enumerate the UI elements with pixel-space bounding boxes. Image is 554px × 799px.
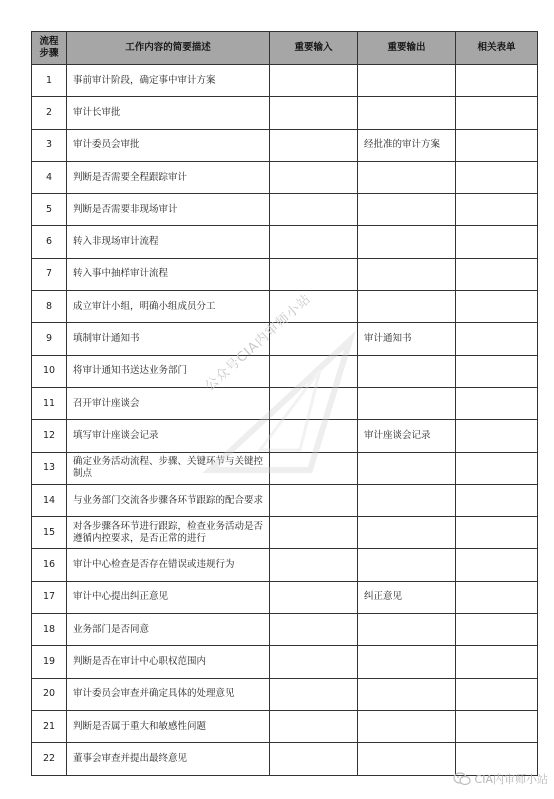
input-cell [270, 614, 358, 646]
description-cell: 判断是否需要全程跟踪审计 [67, 161, 270, 193]
input-cell [270, 226, 358, 258]
forms-cell [456, 291, 538, 323]
description-cell: 判断是否在审计中心职权范围内 [67, 646, 270, 678]
process-table [31, 31, 538, 776]
forms-cell [456, 614, 538, 646]
forms-cell [456, 387, 538, 419]
step-cell: 2 [32, 97, 67, 129]
watermark-text: 公众号CIA内审师小站 [202, 291, 315, 395]
table-row [32, 194, 538, 226]
output-cell [358, 194, 456, 226]
description-cell: 审计长审批 [67, 97, 270, 129]
output-cell [358, 226, 456, 258]
table-row [32, 646, 538, 678]
input-cell [270, 355, 358, 387]
output-cell [358, 517, 456, 549]
output-cell [358, 258, 456, 290]
table-row [32, 484, 538, 516]
output-cell [358, 387, 456, 419]
forms-cell [456, 484, 538, 516]
input-cell [270, 646, 358, 678]
table-row [32, 581, 538, 613]
description-cell: 将审计通知书送达业务部门 [67, 355, 270, 387]
table-row [32, 323, 538, 355]
header-description: 工作内容的简要描述 [67, 32, 270, 65]
input-cell [270, 517, 358, 549]
description-cell: 召开审计座谈会 [67, 387, 270, 419]
step-cell: 19 [32, 646, 67, 678]
forms-cell [456, 420, 538, 452]
step-cell: 14 [32, 484, 67, 516]
table-row [32, 291, 538, 323]
output-cell [358, 452, 456, 484]
description-cell: 事前审计阶段，确定事中审计方案 [67, 65, 270, 97]
output-cell [358, 646, 456, 678]
corner-watermark-text: CIA内审师小站 [474, 773, 548, 786]
input-cell [270, 65, 358, 97]
input-cell [270, 581, 358, 613]
step-cell: 16 [32, 549, 67, 581]
forms-cell [456, 517, 538, 549]
table-row [32, 678, 538, 710]
input-cell [270, 420, 358, 452]
forms-cell [456, 710, 538, 742]
table-row [32, 743, 538, 775]
step-cell: 7 [32, 258, 67, 290]
header-important-input: 重要输入 [270, 32, 358, 65]
table-row [32, 258, 538, 290]
output-cell: 纠正意见 [358, 581, 456, 613]
input-cell [270, 549, 358, 581]
forms-cell [456, 678, 538, 710]
input-cell [270, 323, 358, 355]
forms-cell [456, 355, 538, 387]
input-cell [270, 710, 358, 742]
input-cell [270, 291, 358, 323]
input-cell [270, 97, 358, 129]
step-cell: 12 [32, 420, 67, 452]
output-cell [358, 161, 456, 193]
output-cell [358, 614, 456, 646]
input-cell [270, 452, 358, 484]
output-cell [358, 743, 456, 775]
description-cell: 审计委员会审查并确定具体的处理意见 [67, 678, 270, 710]
description-cell: 转入非现场审计流程 [67, 226, 270, 258]
step-cell: 5 [32, 194, 67, 226]
forms-cell [456, 226, 538, 258]
output-cell [358, 484, 456, 516]
output-cell [358, 65, 456, 97]
forms-cell [456, 646, 538, 678]
description-cell: 与业务部门交流各步骤各环节跟踪的配合要求 [67, 484, 270, 516]
table-row [32, 517, 538, 549]
input-cell [270, 194, 358, 226]
forms-cell [456, 258, 538, 290]
step-cell: 15 [32, 517, 67, 549]
step-cell: 3 [32, 129, 67, 161]
description-cell: 转入事中抽样审计流程 [67, 258, 270, 290]
input-cell [270, 161, 358, 193]
table-row [32, 129, 538, 161]
forms-cell [456, 581, 538, 613]
table-row [32, 452, 538, 484]
table-row [32, 549, 538, 581]
step-cell: 6 [32, 226, 67, 258]
forms-cell [456, 97, 538, 129]
table-row [32, 161, 538, 193]
step-cell: 9 [32, 323, 67, 355]
forms-cell [456, 549, 538, 581]
table-row [32, 226, 538, 258]
description-cell: 审计委员会审批 [67, 129, 270, 161]
forms-cell [456, 129, 538, 161]
input-cell [270, 129, 358, 161]
input-cell [270, 678, 358, 710]
description-cell: 审计中心检查是否存在错误或违规行为 [67, 549, 270, 581]
table-row [32, 387, 538, 419]
input-cell [270, 258, 358, 290]
forms-cell [456, 65, 538, 97]
step-cell: 4 [32, 161, 67, 193]
forms-cell [456, 743, 538, 775]
forms-cell [456, 161, 538, 193]
description-cell: 审计中心提出纠正意见 [67, 581, 270, 613]
table-body [32, 65, 538, 776]
step-cell: 20 [32, 678, 67, 710]
step-cell: 8 [32, 291, 67, 323]
step-cell: 18 [32, 614, 67, 646]
output-cell [358, 97, 456, 129]
output-cell: 审计通知书 [358, 323, 456, 355]
description-cell: 填制审计通知书 [67, 323, 270, 355]
description-cell: 判断是否需要非现场审计 [67, 194, 270, 226]
step-cell: 22 [32, 743, 67, 775]
table-row [32, 710, 538, 742]
forms-cell [456, 323, 538, 355]
description-cell: 确定业务活动流程、步骤、关键环节与关键控制点 [67, 452, 270, 484]
step-cell: 13 [32, 452, 67, 484]
output-cell [358, 355, 456, 387]
description-cell: 成立审计小组，明确小组成员分工 [67, 291, 270, 323]
step-cell: 17 [32, 581, 67, 613]
step-cell: 1 [32, 65, 67, 97]
header-step: 流程步骤 [32, 32, 67, 65]
output-cell [358, 291, 456, 323]
description-cell: 判断是否属于重大和敏感性问题 [67, 710, 270, 742]
output-cell [358, 710, 456, 742]
table-row [32, 97, 538, 129]
input-cell [270, 484, 358, 516]
table-row [32, 420, 538, 452]
step-cell: 21 [32, 710, 67, 742]
forms-cell [456, 452, 538, 484]
step-cell: 11 [32, 387, 67, 419]
output-cell [358, 678, 456, 710]
description-cell: 董事会审查并提出最终意见 [67, 743, 270, 775]
forms-cell [456, 194, 538, 226]
header-important-output: 重要输出 [358, 32, 456, 65]
table-row [32, 65, 538, 97]
header-related-forms: 相关表单 [456, 32, 538, 65]
description-cell: 填写审计座谈会记录 [67, 420, 270, 452]
input-cell [270, 743, 358, 775]
table-row [32, 355, 538, 387]
table-header [32, 32, 538, 65]
description-cell: 业务部门是否同意 [67, 614, 270, 646]
description-cell: 对各步骤各环节进行跟踪，检查业务活动是否遵循内控要求，是否正常的进行 [67, 517, 270, 549]
output-cell: 审计座谈会记录 [358, 420, 456, 452]
output-cell [358, 549, 456, 581]
table-row [32, 614, 538, 646]
output-cell: 经批准的审计方案 [358, 129, 456, 161]
input-cell [270, 387, 358, 419]
step-cell: 10 [32, 355, 67, 387]
